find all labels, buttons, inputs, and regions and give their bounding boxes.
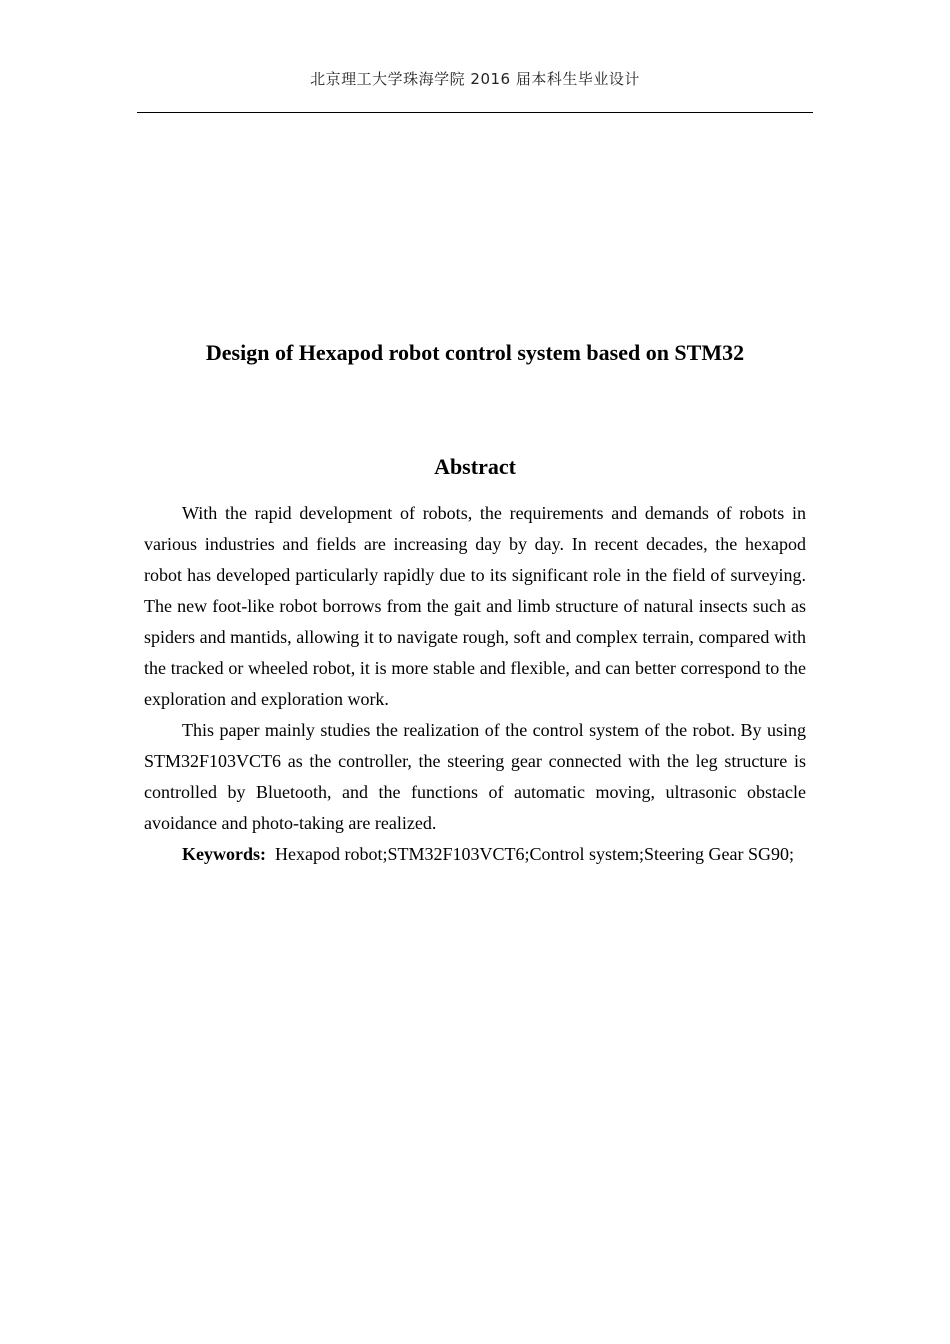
thesis-title: Design of Hexapod robot control system based on STM32 — [205, 340, 745, 365]
keywords-label: Keywords: — [182, 844, 266, 864]
keywords-line — [144, 839, 806, 870]
page-header: 北京理工大学珠海学院 2016 届本科生毕业设计 — [310, 70, 640, 88]
abstract-paragraph-1: With the rapid development of robots, the requirements and demands of robots in various industries and fields are increasing day by day. In recent decades, the hexapod robot has developed particularly rapidly due to its significant role in the field of surveying. The new foot-like robot borrows from the gait and limb structure of natural insects such as spiders and mantids, allowing it to navigate rough, soft and complex terrain, compared with the tracked or wheeled robot, it is more stable and flexible, and can better correspond to the exploration and exploration work. — [144, 503, 806, 709]
keywords-list: Hexapod robot;STM32F103VCT6;Control system;Steering Gear SG90; — [275, 844, 794, 864]
header-divider — [137, 112, 813, 113]
abstract-body — [144, 498, 806, 870]
abstract-paragraph-2: This paper mainly studies the realization of the control system of the robot. By using STM32F103VCT6 as the controller, the steering gear connected with the leg structure is controlled by Bluetooth, and the functions of automatic moving, ultrasonic obstacle avoidance and photo-taking are realized. — [144, 720, 806, 833]
abstract-heading: Abstract — [434, 454, 516, 479]
